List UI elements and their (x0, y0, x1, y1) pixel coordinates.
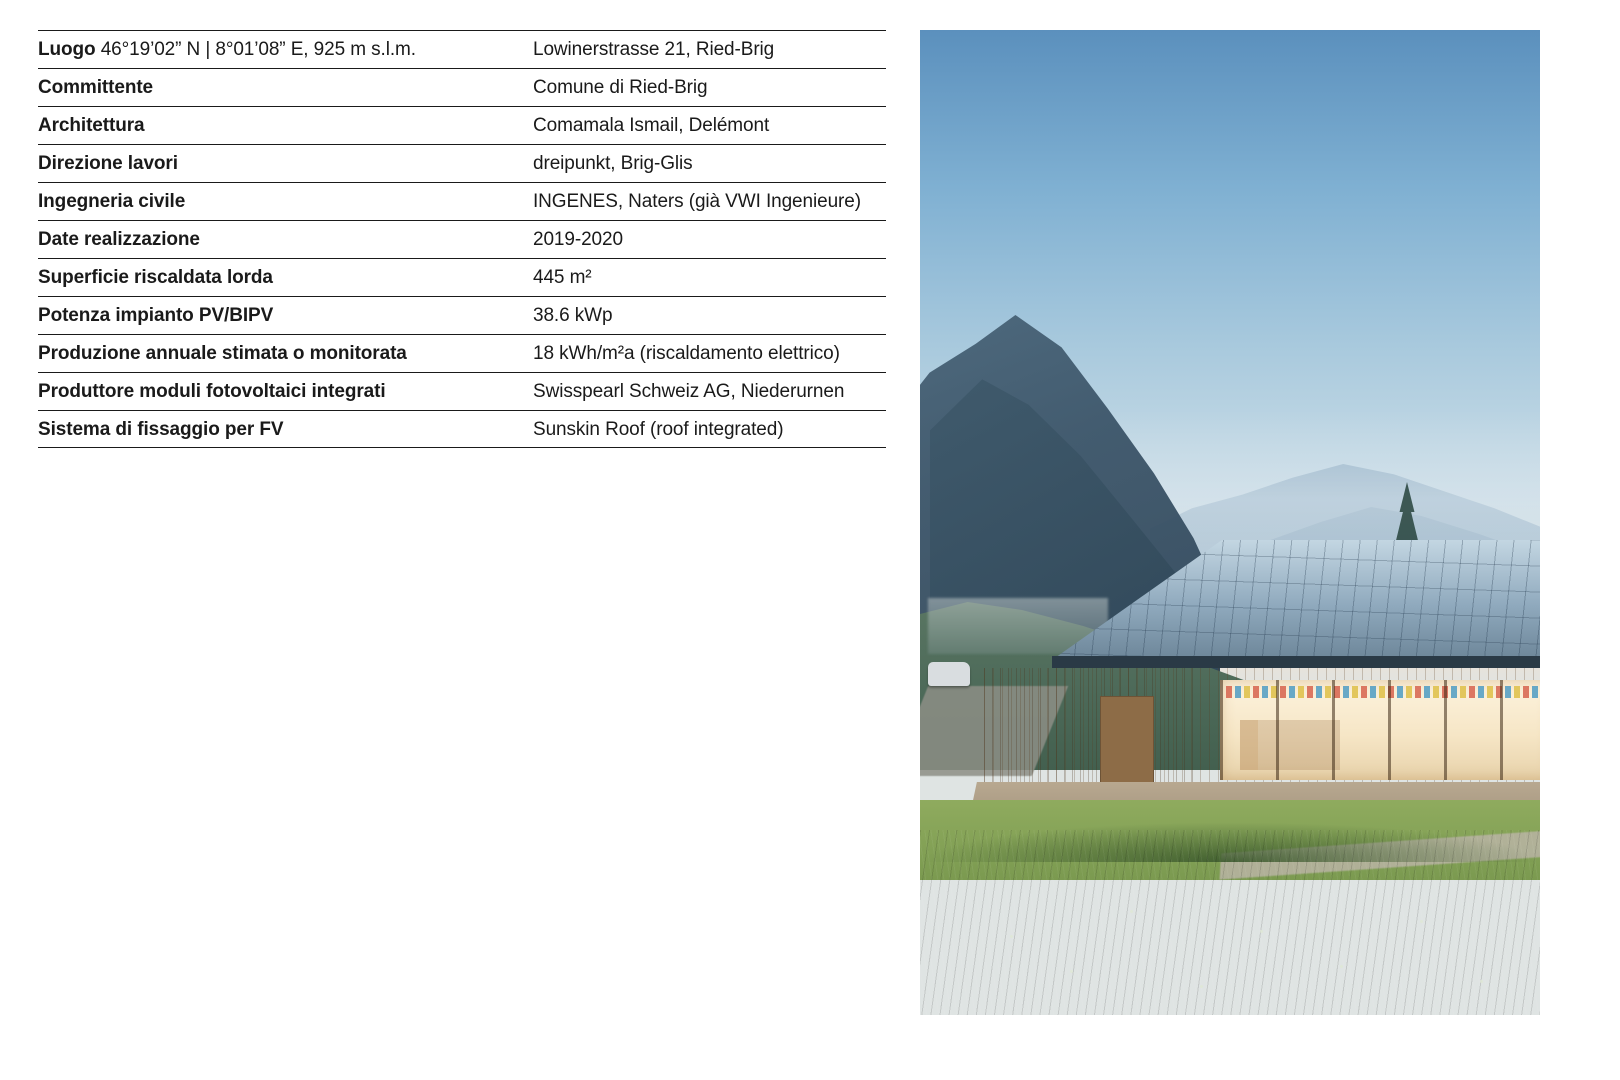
table-row (38, 372, 886, 410)
fact-label-text: Luogo (38, 39, 96, 60)
meadow-flower (1260, 930, 1263, 933)
fact-value: dreipunkt, Brig-Glis (533, 153, 693, 174)
fact-value: 2019-2020 (533, 229, 623, 250)
fact-value: 38.6 kWp (533, 305, 613, 326)
fact-value: Comune di Ried-Brig (533, 77, 708, 98)
fact-label (38, 69, 533, 98)
meadow-flower (1070, 970, 1073, 973)
table-row (38, 220, 886, 258)
foreground-meadow (920, 830, 1540, 1015)
table-row (38, 144, 886, 182)
roof-fascia (1052, 656, 1540, 668)
fact-label (38, 297, 533, 326)
fact-label-text: Date realizzazione (38, 229, 200, 250)
meadow-flower (1420, 920, 1423, 923)
fact-value: 18 kWh/m²a (riscaldamento elettrico) (533, 343, 840, 364)
fact-value: Lowinerstrasse 21, Ried-Brig (533, 39, 775, 60)
fact-label-text: Ingegneria civile (38, 191, 186, 212)
table-row (38, 182, 886, 220)
fact-label (38, 259, 533, 288)
fact-label-text: Architettura (38, 115, 145, 136)
fact-value: Swisspearl Schweiz AG, Niederurnen (533, 381, 845, 402)
fact-label-text: Direzione lavori (38, 153, 178, 174)
window-mullions (1220, 680, 1540, 780)
fact-value: Sunskin Roof (roof integrated) (533, 419, 784, 440)
meadow-flower (1010, 935, 1013, 938)
meadow-flower (1200, 985, 1203, 988)
entrance-door (1100, 696, 1154, 788)
table-row (38, 30, 886, 68)
fact-label-text: Committente (38, 77, 154, 98)
meadow-flower (1130, 910, 1133, 913)
fact-value: INGENES, Naters (già VWI Ingenieure) (533, 191, 861, 212)
fact-label-text: Potenza impianto PV/BIPV (38, 305, 274, 326)
fact-label-text: Superficie riscaldata lorda (38, 267, 273, 288)
fact-label (38, 335, 533, 364)
meadow-flower (1340, 965, 1343, 968)
fact-label (38, 411, 533, 440)
fact-label (38, 31, 533, 60)
project-fact-sheet (38, 30, 886, 448)
fact-label-text: Produzione annuale stimata o monitorata (38, 343, 407, 364)
fact-label-text: Sistema di fissaggio per FV (38, 419, 284, 440)
table-row (38, 106, 886, 144)
fact-value: 445 m² (533, 267, 592, 288)
fact-value: Comamala Ismail, Delémont (533, 115, 770, 136)
fact-label-text: Produttore moduli fotovoltaici integrati (38, 381, 386, 402)
fact-label (38, 183, 533, 212)
table-row (38, 68, 886, 106)
table-row (38, 258, 886, 296)
fact-label-detail: 46°19’02” N | 8°01’08” E, 925 m s.l.m. (95, 39, 416, 60)
fact-label (38, 221, 533, 250)
table-row (38, 410, 886, 448)
fact-label (38, 373, 533, 402)
parked-car (928, 662, 970, 686)
table-row (38, 334, 886, 372)
meadow-flower (1480, 980, 1483, 983)
wood-facade-left (984, 668, 1194, 786)
fact-label (38, 107, 533, 136)
fact-label (38, 145, 533, 174)
table-row (38, 296, 886, 334)
project-photo (920, 30, 1540, 1015)
